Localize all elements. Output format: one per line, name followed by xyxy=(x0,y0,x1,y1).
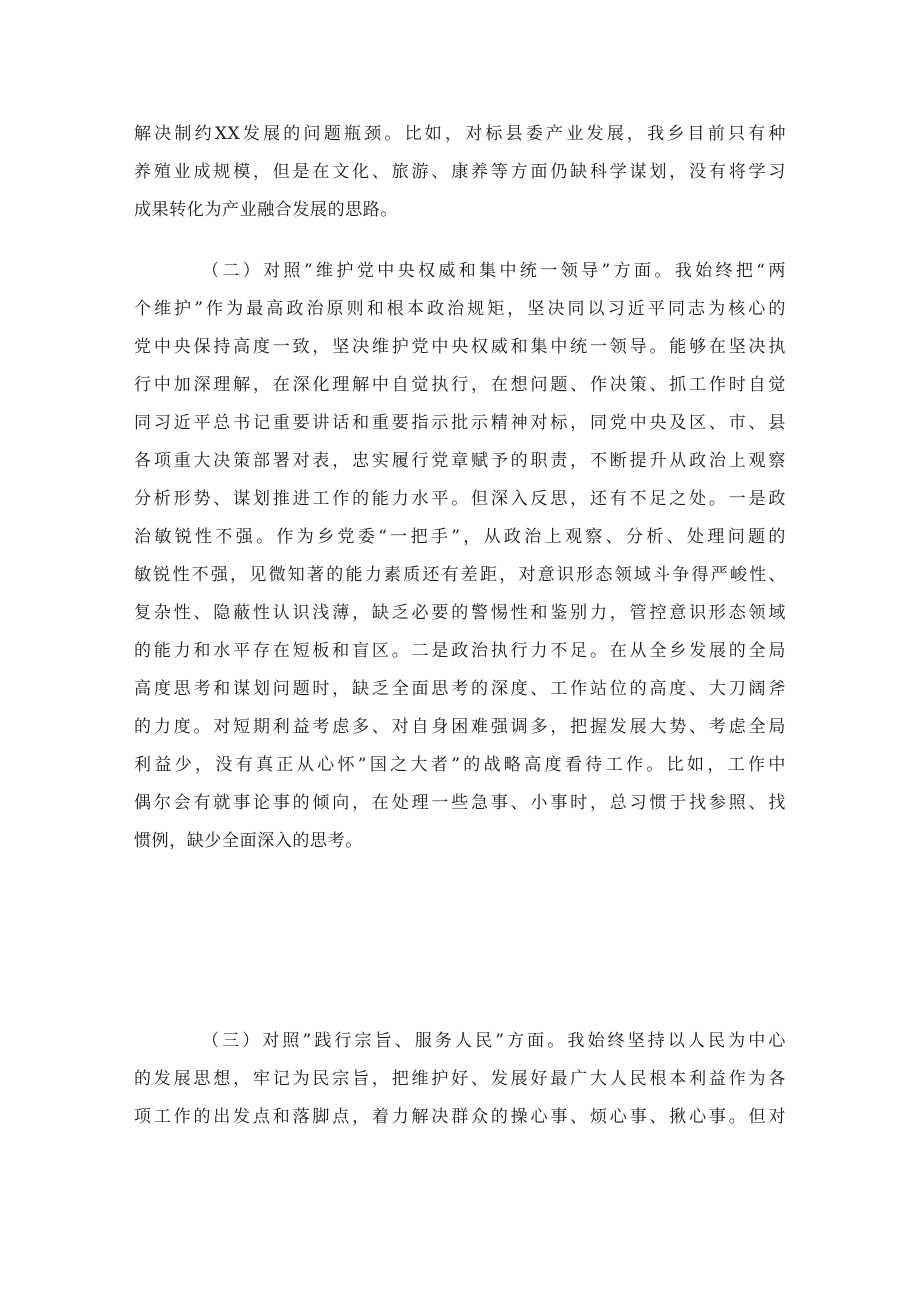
text-line: 党中央保持高度一致，坚决维护党中央权威和集中统一领导。能够在坚决执 xyxy=(134,337,786,357)
text-line: 惯例，缺少全面深入的思考。 xyxy=(134,831,363,851)
text-line: 解决制约XX发展的问题瓶颈。比如，对标县委产业发展，我乡目前只有种 xyxy=(134,124,786,144)
text-line: 治敏锐性不强。作为乡党委“一把手”，从政治上观察、分析、处理问题的 xyxy=(134,527,786,547)
text-line: 高度思考和谋划问题时，缺乏全面思考的深度、工作站位的高度、大刀阔斧 xyxy=(134,679,786,699)
text-line: 同习近平总书记重要讲话和重要指示批示精神对标，同党中央及区、市、县 xyxy=(134,413,786,433)
text-line: （三）对照”践行宗旨、服务人民”方面。我始终坚持以人民为中心 xyxy=(202,1031,786,1051)
paragraph-1 xyxy=(134,115,786,229)
text-line: 敏锐性不强，见微知著的能力素质还有差距，对意识形态领域斗争得严峻性、 xyxy=(134,565,786,585)
text-line: 各项重大决策部署对表，忠实履行党章赋予的职责，不断提升从政治上观察 xyxy=(134,451,786,471)
text-line: 利益少，没有真正从心怀”国之大者”的战略高度看待工作。比如，工作中 xyxy=(134,755,786,775)
text-line: 的力度。对短期利益考虑多、对自身困难强调多，把握发展大势、考虑全局 xyxy=(134,717,786,737)
paragraph-3 xyxy=(134,1022,786,1136)
text-line: （二）对照”维护党中央权威和集中统一领导”方面。我始终把“两 xyxy=(202,261,786,281)
text-line: 成果转化为产业融合发展的思路。 xyxy=(134,200,398,220)
text-line: 养殖业成规模，但是在文化、旅游、康养等方面仍缺科学谋划，没有将学习 xyxy=(134,162,786,182)
text-line: 的发展思想，牢记为民宗旨，把维护好、发展好最广大人民根本利益作为各 xyxy=(134,1069,786,1089)
text-line: 个维护”作为最高政治原则和根本政治规矩，坚决同以习近平同志为核心的 xyxy=(134,299,786,319)
text-line: 偶尔会有就事论事的倾向，在处理一些急事、小事时，总习惯于找参照、找 xyxy=(134,793,786,813)
text-line: 复杂性、隐蔽性认识浅薄，缺乏必要的警惕性和鉴别力，管控意识形态领域 xyxy=(134,603,786,623)
text-line: 分析形势、谋划推进工作的能力水平。但深入反思，还有不足之处。一是政 xyxy=(134,489,786,509)
text-line: 行中加深理解，在深化理解中自觉执行，在想问题、作决策、抓工作时自觉 xyxy=(134,375,786,395)
paragraph-2 xyxy=(134,252,786,860)
text-line: 的能力和水平存在短板和盲区。二是政治执行力不足。在从全乡发展的全局 xyxy=(134,641,786,661)
text-line: 项工作的出发点和落脚点，着力解决群众的操心事、烦心事、揪心事。但对 xyxy=(134,1107,786,1127)
